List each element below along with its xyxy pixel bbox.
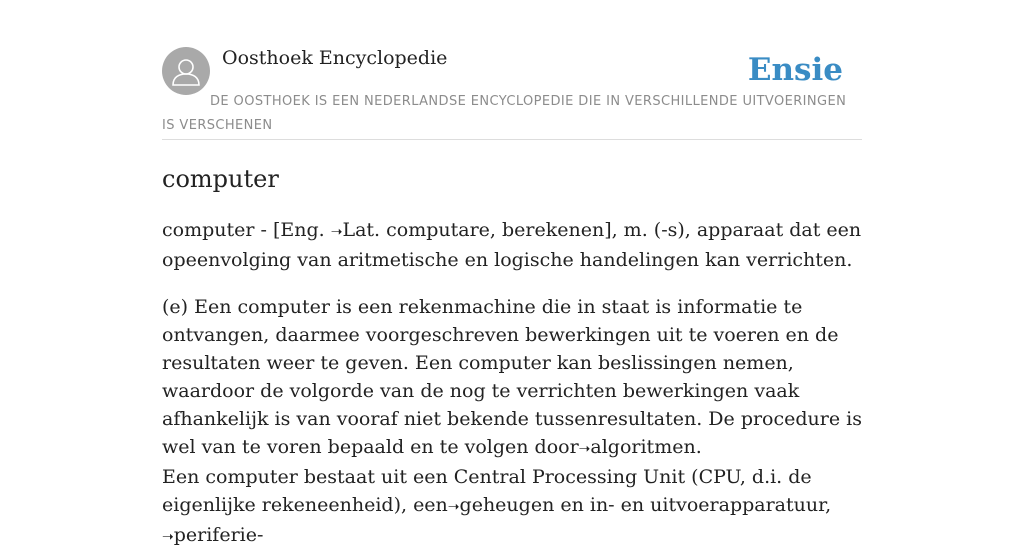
paragraph-text: (e) Een computer is een rekenmachine die in staat is informatie te ontvangen, daarmee voorgeschreven bewerkingen uit te voeren en de resultaten weer te geven. Een computer kan beslissingen nemen, waardoor de volgorde van de nog te verrichten bewerkingen vaak afhankelijk is van vooraf niet bekende tussenresultaten. De procedure is wel van te voren bepaald en te volgen door [162, 296, 862, 458]
link-geheugen[interactable]: geheugen [459, 494, 555, 516]
link-algoritmen[interactable]: algoritmen [590, 436, 696, 458]
divider [162, 139, 862, 140]
arrow-right-icon: ➝ [447, 499, 460, 515]
arrow-right-icon: ➝ [162, 529, 174, 545]
avatar[interactable] [162, 47, 210, 95]
link-lat-computare[interactable]: Lat. computare, berekenen [342, 219, 605, 241]
page-title: computer [162, 165, 279, 193]
paragraph-text: en in- en uitvoerapparatuur, [554, 494, 832, 516]
paragraph [162, 293, 862, 463]
definition-text-end: ], m. (-s), apparaat dat een opeenvolging van aritmetische en logische handelingen kan verrichten. [162, 219, 862, 271]
user-icon [162, 47, 210, 95]
paragraph-text-end: . [695, 436, 702, 458]
brand-logo[interactable]: Ensie [747, 52, 843, 88]
paragraph [162, 463, 862, 551]
definition-paragraph [162, 216, 862, 274]
link-periferie[interactable]: periferie- [173, 524, 264, 546]
arrow-right-icon: ➝ [330, 224, 343, 240]
definition-text: computer - [Eng. [162, 219, 331, 241]
tagline: DE OOSTHOEK IS EEN NEDERLANDSE ENCYCLOPEDIE DIE IN VERSCHILLENDE UITVOERINGEN IS VERSCHENEN [162, 94, 847, 133]
paragraph-text: Een computer bestaat uit een Central Processing Unit (CPU, d.i. de eigenlijke rekeneenheid), een [162, 466, 812, 516]
arrow-right-icon: ➝ [578, 441, 591, 457]
article-body [162, 216, 862, 551]
site-name[interactable]: Oosthoek Encyclopedie [222, 47, 448, 69]
